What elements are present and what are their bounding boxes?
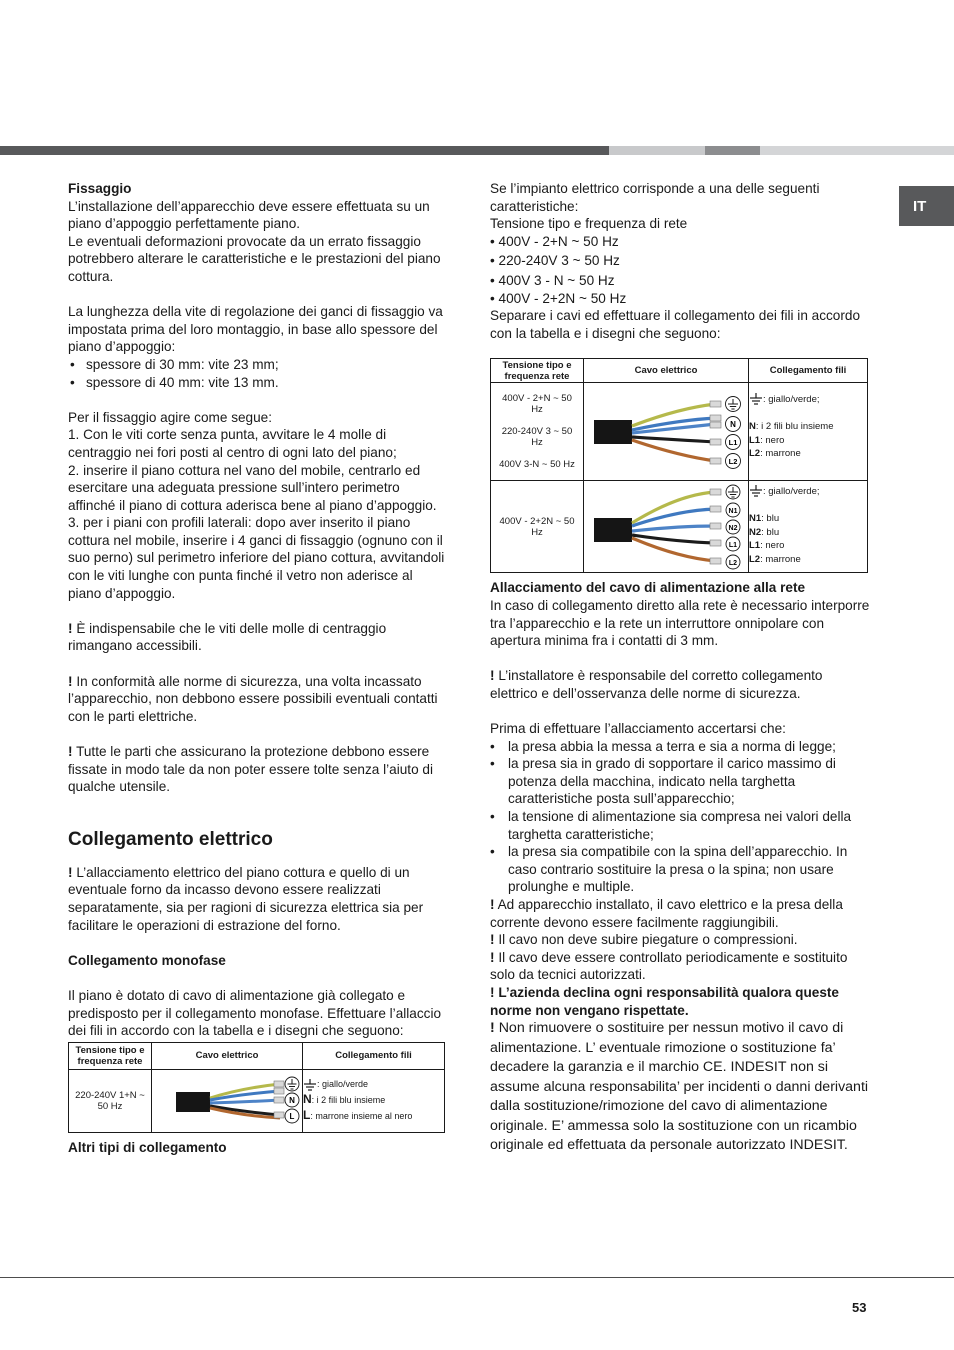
table-header-cable: Cavo elettrico: [584, 359, 749, 383]
warning-mark: !: [68, 864, 73, 880]
top-bar-light-segment: [609, 146, 705, 155]
collegamento-text: L’allacciamento elettrico del piano cottura e quello di un eventuale forno da incasso devono essere realizzati separatamente, sia per ragioni di sicurezza elettrica sia per facilitare le operazioni di estrazione del forno.: [68, 864, 424, 933]
voltage-option: 220-240V 3 ~ 50 Hz: [501, 426, 573, 449]
warning-installer: [490, 667, 870, 702]
wire-l2: [749, 447, 867, 461]
top-bar-dark-segment: [0, 146, 609, 155]
terminal-label: N: [730, 419, 736, 429]
collegamento-paragraph: [68, 864, 448, 934]
table-cell-wires: [749, 383, 868, 481]
list-item: • la presa sia compatibile con la spina dell’apparecchio. In caso contrario sostituire la presa o la spina; non usare prolunghe e multiple.: [490, 843, 870, 896]
list-item: • spessore di 30 mm: vite 23 mm;: [68, 356, 448, 374]
top-color-bar: [0, 146, 954, 155]
wire-key: L1: [749, 540, 761, 552]
ground-icon: [303, 1078, 317, 1092]
table-cell-wires: [303, 1069, 445, 1132]
left-column: [68, 180, 448, 1156]
warning-text: È indispensabile che le viti delle molle di centraggio rimangano accessibili.: [68, 620, 387, 654]
table-cell-cable: [152, 1069, 303, 1132]
warning-text: Ad apparecchio installato, il cavo elettrico e la presa della corrente devono essere facilmente raggiungibili.: [490, 897, 843, 930]
table-cell-cable: [584, 481, 749, 573]
checks-list: [490, 738, 870, 896]
warning-text: L’installatore è responsabile del corretto collegamento elettrico e dell’osservanza delle norme di sicurezza.: [490, 668, 823, 701]
table-cell-voltage: 400V - 2+2N ~ 50 Hz: [491, 481, 584, 573]
table-row: [491, 383, 868, 481]
wire-l1: [749, 434, 867, 448]
wire-l1: [749, 539, 867, 553]
warning-mark: !: [68, 673, 73, 689]
table-cell-cable: [584, 383, 749, 481]
terminal-l2-icon: [726, 555, 740, 569]
wire-key: L2: [749, 448, 761, 460]
top-bar-mid-segment: [705, 146, 760, 155]
list-item: • 400V - 2+2N ~ 50 Hz: [490, 290, 627, 306]
table-row: [491, 481, 868, 573]
warning-text: Non rimuovere o sostituire per nessun motivo il cavo di alimentazione. L’ eventuale rimozione o sostituzione fa’ decadere la garanzia e il marchio CE. INDESIT non si assume alcuna responsabilita’ per incidenti o danni derivanti dalla sostituzione/rimozione del cavo di alimentazione originale. E’ ammessa solo la sostituzione con un ricambio originale ed effettuata da personale autorizzato INDESIT.: [490, 1020, 869, 1154]
table-header-voltage: Tensione tipo e frequenza rete: [491, 359, 584, 383]
terminal-l1-icon: [726, 434, 741, 449]
wire-text: : nero: [760, 434, 785, 446]
wire-key: L1: [749, 434, 761, 446]
terminal-l-icon: [285, 1109, 299, 1123]
page-number: 53: [852, 1300, 867, 1315]
terminal-label: L1: [728, 541, 738, 549]
wire-line-text: : marrone insieme al nero: [310, 1111, 413, 1122]
table-header-voltage: Tensione tipo e frequenza rete: [69, 1042, 152, 1069]
table-header-wires: Collegamento fili: [749, 359, 868, 383]
wire-line: [303, 1108, 444, 1124]
fissaggio-paragraph-4: Per il fissaggio agire come segue:: [68, 409, 273, 425]
terminal-label: L2: [728, 559, 738, 567]
fissaggio-paragraph-3: La lunghezza della vite di regolazione dei ganci di fissaggio va impostata prima del loro montaggio, in base allo spessore del piano d’appoggio:: [68, 304, 443, 355]
ground-icon: [749, 485, 763, 498]
wire-neutral: [749, 420, 867, 434]
warning-2: [68, 673, 448, 726]
list-item: • la presa abbia la messa a terra e sia a norma di legge;: [490, 738, 870, 756]
altri-tipi-heading: Altri tipi di collegamento: [68, 1139, 227, 1155]
top-bar-light-segment-end: [760, 146, 954, 155]
table-header-wires: Collegamento fili: [303, 1042, 445, 1069]
wire-n1: [749, 512, 867, 526]
wire-ground: [303, 1077, 444, 1092]
warning-text: In conformità alle norme di sicurezza, una volta incassato l’apparecchio, non debbono essere possibili eventuali contatti con le parti elettriche.: [68, 673, 438, 724]
wire-ground-text: : giallo/verde;: [763, 486, 820, 498]
terminal-n-icon: [285, 1093, 299, 1107]
wire-text: : i 2 fili blu insieme: [755, 421, 834, 433]
wire-ground: [749, 485, 867, 498]
ground-icon: [726, 485, 740, 499]
trifase-wiring-table: [490, 358, 868, 573]
list-item: • 220-240V 3 ~ 50 Hz: [490, 253, 620, 269]
table-cell-wires: [749, 481, 868, 573]
cable-diagram-monofase: [152, 1070, 302, 1132]
wire-neutral-text: : i 2 fili blu insieme: [311, 1095, 386, 1106]
wire-neutral: [303, 1092, 444, 1108]
terminal-label: N2: [728, 524, 738, 532]
warning-text: L’azienda declina ogni responsabilità qualora queste norme non vengano rispettate.: [490, 985, 839, 1018]
table-cell-voltage: 220-240V 1+N ~ 50 Hz: [69, 1069, 152, 1132]
terminal-label: L2: [728, 456, 738, 466]
wire-text: : marrone: [760, 448, 801, 460]
warning-text: Tutte le parti che assicurano la protezione debbono essere fissate in modo tale da non poter essere tolte senza l’aiuto di qualche utensile.: [68, 744, 433, 795]
monofase-wiring-table: [68, 1042, 445, 1133]
bottom-rule: [0, 1277, 954, 1278]
allacciamento-paragraph: In caso di collegamento diretto alla rete è necessario interporre tra l’apparecchio e la rete un interruttore onnipolare con apertura minima fra i contatti di 3 mm.: [490, 597, 870, 649]
language-tab: [899, 186, 954, 226]
warning-mark: !: [490, 949, 495, 965]
warning-mark: !: [68, 744, 73, 759]
wire-key: L2: [749, 553, 761, 565]
warning-mark: !: [68, 620, 73, 636]
terminal-label: N1: [728, 507, 738, 515]
collegamento-heading: Collegamento elettrico: [68, 828, 273, 850]
warning-no-bend: [490, 931, 870, 949]
cable-diagram-3-wire: [584, 384, 748, 480]
wire-n2: [749, 526, 867, 540]
terminal-label: L: [289, 1111, 295, 1121]
terminal-label: N: [289, 1095, 295, 1105]
list-item: • la tensione di alimentazione sia compresa nei valori della targhetta caratteristiche;: [490, 808, 870, 843]
spessori-list: [68, 356, 448, 391]
terminal-n-icon: [726, 416, 741, 431]
warning-text: Il cavo non deve subire piegature o compressioni.: [498, 932, 798, 948]
list-item: • spessore di 40 mm: vite 13 mm.: [68, 374, 448, 392]
wire-text: : blu: [761, 526, 780, 538]
wire-key: N: [303, 1092, 312, 1107]
fissaggio-paragraph-2: Le eventuali deformazioni provocate da un errato fissaggio potrebbero alterare le caratteristiche e le prestazioni del piano cottura.: [68, 233, 441, 284]
warning-replacement: [490, 1019, 870, 1156]
wire-key: L: [303, 1108, 311, 1123]
intro-paragraph-3: Separare i cavi ed effettuare il collegamento dei fili in accordo con la tabella e i disegni che seguono:: [490, 308, 861, 341]
warning-mark: !: [490, 932, 495, 948]
wire-key: N: [749, 421, 756, 433]
warning-mark: !: [490, 897, 495, 913]
step-3: 3. per i piani con profili laterali: dopo aver inserito il piano cottura nel mobile, inserire i 4 ganci di fissaggio (ognuno con il suo perno) sul perimetro inferiore del piano cottura, avvitandoli con le viti lunghe con punta finché il vetro non aderisce al piano d’appoggio.: [68, 515, 445, 601]
wire-ground: [749, 393, 867, 406]
list-item: • la presa sia in grado di sopportare il carico massimo di potenza della macchina, indicato nella targhetta caratteristiche posta sull’apparecchio;: [490, 755, 870, 808]
monofase-paragraph: Il piano è dotato di cavo di alimentazione già collegato e predisposto per il collegamento monofase. Effettuare l’allaccio dei fili in accordo con la tabella e i disegni che seguono:: [68, 987, 442, 1039]
wire-ground-text: : giallo/verde;: [763, 394, 820, 406]
prima-paragraph: Prima di effettuare l’allacciamento accertarsi che:: [490, 721, 786, 737]
wire-ground-text: : giallo/verde: [317, 1079, 369, 1090]
step-2: 2. inserire il piano cottura nel vano del mobile, centrarlo ed esercitare una adeguata pressione sull’intero perimetro affinché il piano di cottura aderisca bene al piano d’appoggio.: [68, 462, 437, 513]
monofase-heading: Collegamento monofase: [68, 952, 226, 968]
terminal-l1-icon: [726, 537, 740, 551]
wire-l2: [749, 553, 867, 567]
voltage-list: [490, 233, 870, 307]
terminal-n1-icon: [726, 503, 740, 517]
ground-icon: [285, 1077, 299, 1091]
wire-key: N2: [749, 526, 762, 538]
allacciamento-heading: Allacciamento del cavo di alimentazione alla rete: [490, 580, 806, 596]
warning-mark: !: [490, 668, 495, 684]
warning-mark: !: [490, 1020, 495, 1037]
terminal-n2-icon: [726, 520, 740, 534]
list-item: • 400V 3 - N ~ 50 Hz: [490, 272, 615, 288]
warning-accessible: [490, 896, 870, 931]
list-item: • 400V - 2+N ~ 50 Hz: [490, 233, 619, 249]
wire-text: : blu: [761, 513, 780, 525]
intro-paragraph-2: Tensione tipo e frequenza di rete: [490, 216, 688, 232]
intro-paragraph-1: Se l’impianto elettrico corrisponde a una delle seguenti caratteristiche:: [490, 181, 820, 214]
voltage-option: 400V 3-N ~ 50 Hz: [499, 459, 575, 471]
fissaggio-heading: Fissaggio: [68, 181, 132, 196]
step-1: 1. Con le viti corte senza punta, avvitare le 4 molle di centraggio nei fori posti al centro di ogni lato del piano;: [68, 427, 397, 460]
terminal-l2-icon: [726, 453, 741, 468]
warning-1: [68, 620, 448, 655]
right-column: [490, 180, 870, 1156]
terminal-label: L1: [728, 437, 738, 447]
ground-icon: [726, 396, 741, 411]
warning-mark: !: [490, 985, 495, 1000]
wire-text: : marrone: [760, 553, 801, 565]
warning-text: Il cavo deve essere controllato periodicamente e sostituito solo da tecnici autorizzati.: [490, 949, 848, 983]
language-code: IT: [913, 197, 927, 215]
wire-key: N1: [749, 513, 762, 525]
ground-icon: [749, 393, 763, 406]
voltage-option: 400V - 2+N ~ 50 Hz: [502, 393, 572, 416]
wire-text: : nero: [760, 540, 785, 552]
table-header-cable: Cavo elettrico: [152, 1042, 303, 1069]
fissaggio-paragraph-1: L’installazione dell’apparecchio deve essere effettuata su un piano d’appoggio perfettamente piano.: [68, 198, 430, 232]
table-cell-voltage: [491, 383, 584, 481]
cable-diagram-4-wire: [584, 482, 748, 572]
warning-3: [68, 743, 448, 796]
warning-liability: [490, 984, 870, 1019]
warning-check-cable: [490, 949, 870, 984]
